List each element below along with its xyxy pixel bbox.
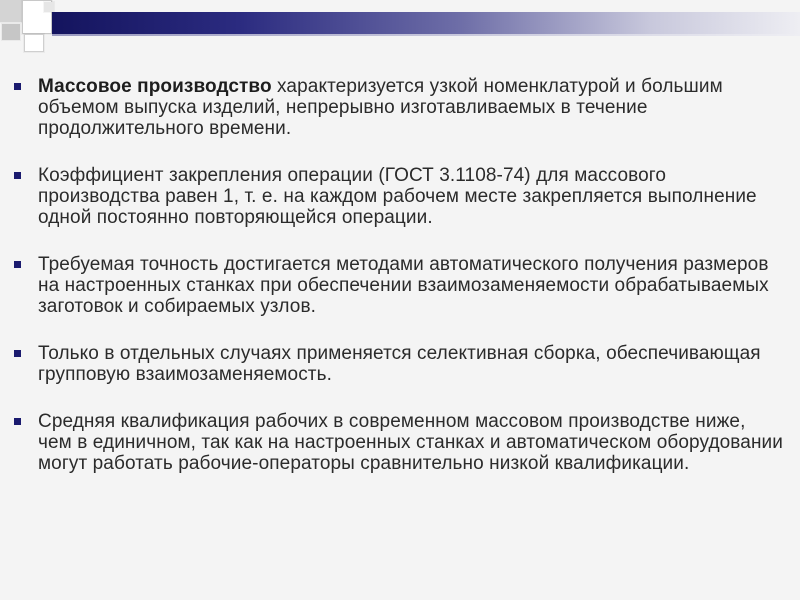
list-item (14, 165, 784, 228)
square-bullet-icon (14, 418, 21, 425)
decor-square (24, 34, 44, 52)
list-item (14, 411, 784, 474)
decor-square (44, 2, 54, 12)
square-bullet-icon (14, 350, 21, 357)
bullet-text (38, 254, 784, 317)
decor-square (0, 0, 22, 22)
title-band (52, 12, 800, 34)
list-item (14, 343, 784, 385)
square-bullet-icon (14, 83, 21, 90)
bullet-body: характеризуется узкой номенклатурой и большим объемом выпуска изделий, непрерывно изготавливаемых в течение продолжительного времени. (38, 76, 723, 139)
list-item (14, 254, 784, 317)
square-bullet-icon (14, 261, 21, 268)
bullet-list (14, 76, 784, 500)
square-bullet-icon (14, 172, 21, 179)
bullet-text (38, 411, 784, 474)
title-band-underline (52, 34, 800, 36)
bullet-body: Только в отдельных случаях применяется селективная сборка, обеспечивающая групповую взаимозаменяемость. (38, 343, 761, 385)
bold-term: Массовое производство (38, 76, 272, 97)
bullet-text (38, 343, 784, 385)
list-item (14, 76, 784, 139)
bullet-body: Требуемая точность достигается методами автоматического получения размеров на настроенных станках при обеспечении взаимозаменяемости обрабатываемых заготовок и собираемых узлов. (38, 254, 769, 317)
bullet-text (38, 76, 784, 139)
bullet-body: Средняя квалификация рабочих в современном массовом производстве ниже, чем в единичном, так как на настроенных станках и автоматическом оборудовании могут работать рабочие-операторы сравнительно низкой квалификации. (38, 411, 783, 474)
decor-square (2, 24, 20, 40)
bullet-text (38, 165, 784, 228)
bullet-body: Коэффициент закрепления операции (ГОСТ 3.1108-74) для массового производства равен 1, т. е. на каждом рабочем месте закрепляется выполнение одной постоянно повторяющейся операции. (38, 165, 757, 228)
